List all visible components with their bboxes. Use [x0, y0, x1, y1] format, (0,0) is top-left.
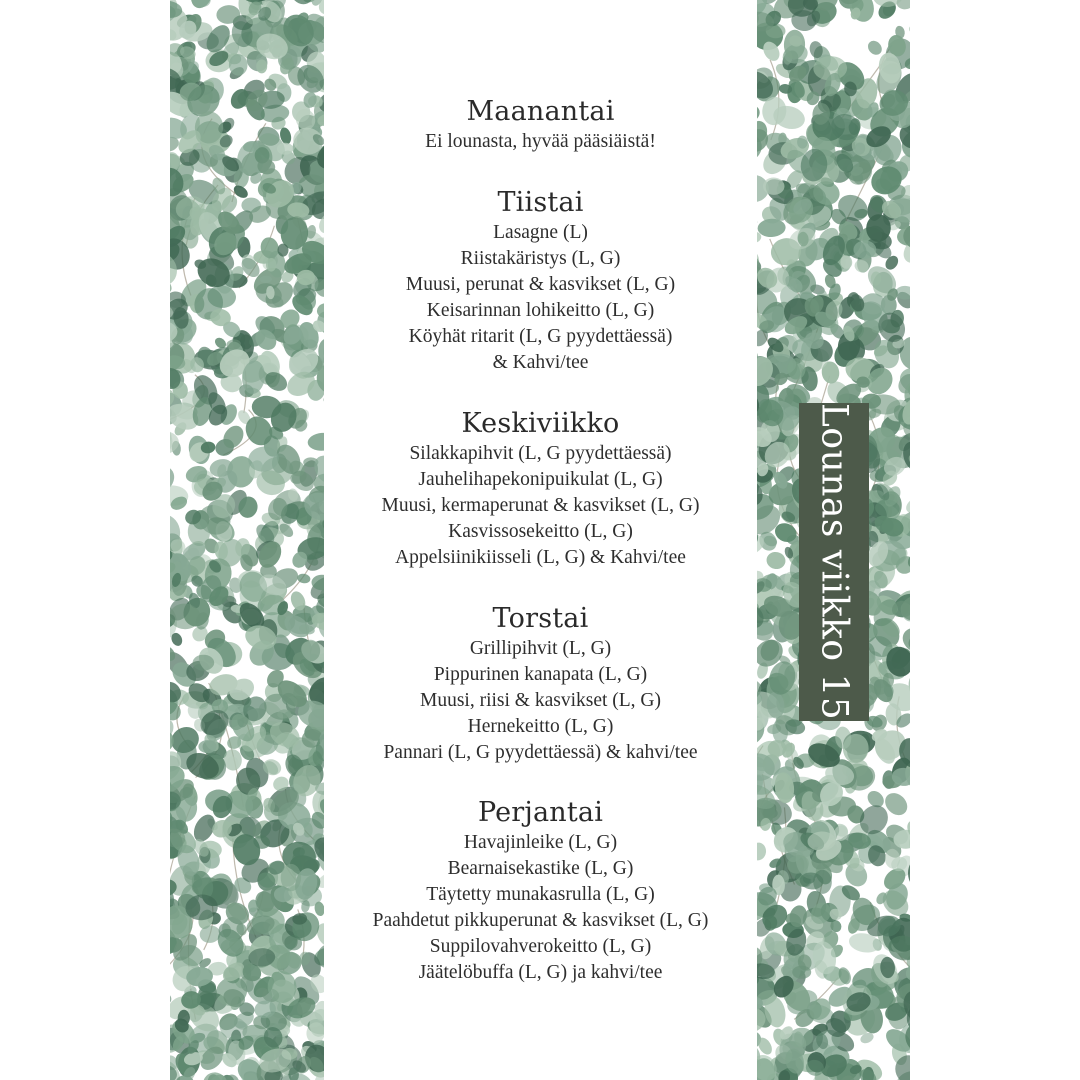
menu-item: Muusi, kermaperunat & kasvikset (L, G)	[381, 495, 700, 516]
menu-item: Muusi, riisi & kasvikset (L, G)	[419, 690, 662, 711]
menu-item: Pippurinen kanapata (L, G)	[433, 664, 648, 685]
menu-item: Muusi, perunat & kasvikset (L, G)	[405, 274, 676, 295]
menu-item: Lasagne (L)	[493, 222, 588, 243]
day-title: Keskiviikko	[461, 408, 620, 439]
menu-item: Keisarinnan lohikeitto (L, G)	[426, 300, 655, 321]
menu-item: Kasvissosekeitto (L, G)	[448, 521, 633, 542]
day-title: Tiistai	[497, 187, 584, 218]
menu-item: Täytetty munakasrulla (L, G)	[426, 884, 655, 905]
menu-item: Hernekeitto (L, G)	[467, 716, 614, 737]
week-banner-title: Lounas viikko 15	[813, 403, 855, 721]
menu-item: & Kahvi/tee	[492, 352, 589, 373]
day-friday	[324, 797, 757, 986]
day-wednesday	[324, 408, 757, 571]
day-thursday	[324, 603, 757, 766]
menu-item: Havajinleike (L, G)	[463, 832, 618, 853]
menu-item: Bearnaisekastike (L, G)	[447, 858, 634, 879]
menu-item: Suppilovahverokeitto (L, G)	[429, 936, 652, 957]
day-tuesday	[324, 187, 757, 376]
day-monday	[324, 96, 757, 155]
weekly-lunch-menu	[324, 0, 757, 1080]
menu-item: Jauhelihapekonipuikulat (L, G)	[418, 469, 663, 490]
eucalyptus-border-left	[170, 0, 324, 1080]
menu-item: Riistakäristys (L, G)	[460, 248, 621, 269]
menu-item: Paahdetut pikkuperunat & kasvikset (L, G)	[372, 910, 709, 931]
menu-item: Pannari (L, G pyydettäessä) & kahvi/tee	[383, 742, 698, 763]
day-title: Torstai	[492, 603, 589, 634]
day-title: Maanantai	[466, 96, 615, 127]
menu-item: Jäätelöbuffa (L, G) ja kahvi/tee	[418, 962, 663, 983]
menu-item: Grillipihvit (L, G)	[469, 638, 612, 659]
week-banner	[799, 403, 869, 721]
menu-item: Appelsiinikiisseli (L, G) & Kahvi/tee	[395, 547, 686, 568]
day-title: Perjantai	[477, 797, 604, 828]
menu-item: Ei lounasta, hyvää pääsiäistä!	[425, 131, 656, 152]
menu-item: Silakkapihvit (L, G pyydettäessä)	[409, 443, 672, 464]
menu-item: Köyhät ritarit (L, G pyydettäessä)	[408, 326, 673, 347]
